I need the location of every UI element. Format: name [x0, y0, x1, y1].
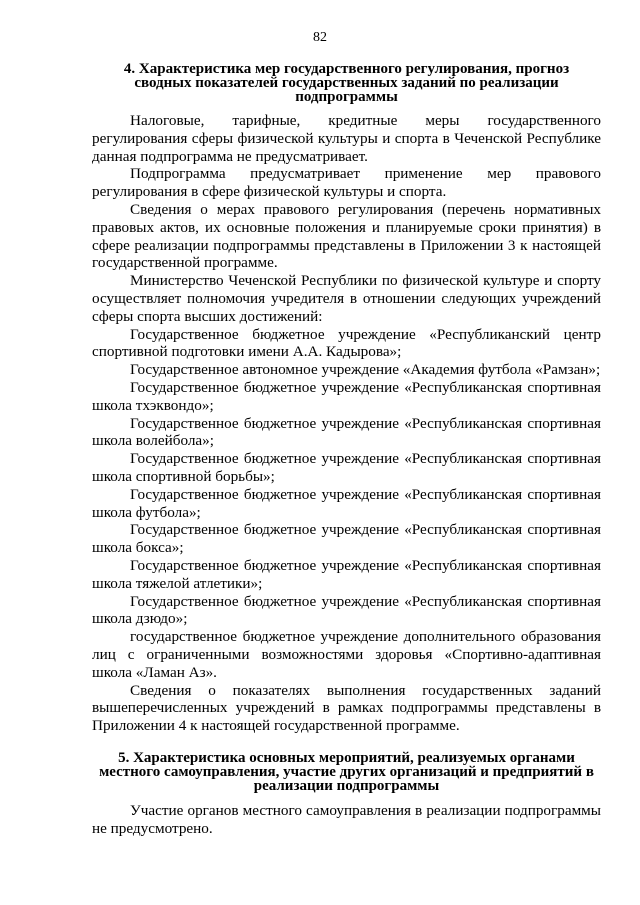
paragraph: Министерство Чеченской Республики по физической культуре и спорту осуществляет полномочия учредителя в отношении следующих учреждений сферы спорта высших достижений:	[92, 272, 601, 325]
institution-item: Государственное бюджетное учреждение «Республиканская спортивная школа волейбола»;	[92, 414, 601, 450]
section-4-heading: 4. Характеристика мер государственного регулирования, прогноз сводных показателей государственных заданий по реализации подпрограммы	[123, 61, 570, 105]
institution-item: Государственное автономное учреждение «Академия футбола «Рамзан»;	[130, 361, 601, 379]
institution-item: Государственное бюджетное учреждение «Республиканская спортивная школа бокса»;	[92, 521, 601, 557]
paragraph: Сведения о мерах правового регулирования (перечень нормативных правовых актов, их основные положения и планируемые сроки принятия) в сфере реализации подпрограммы представлены в Приложении 3 к настоящей государственной программе.	[92, 200, 601, 272]
page-number: 82	[313, 30, 327, 45]
institution-item: Государственное бюджетное учреждение «Республиканская спортивная школа спортивной борьбы»;	[92, 450, 601, 485]
paragraph: Подпрограмма предусматривает применение мер правового регулирования в сфере физической культуры и спорта.	[92, 165, 601, 201]
institution-item: Государственное бюджетное учреждение «Республиканская спортивная школа тяжелой атлетики»;	[92, 556, 601, 592]
institution-item: Государственное бюджетное учреждение «Республиканский центр спортивной подготовки имени А.А. Кадырова»;	[92, 325, 601, 361]
institution-item: Государственное бюджетное учреждение «Республиканская спортивная школа тхэквондо»;	[92, 378, 601, 414]
section-5-heading: 5. Характеристика основных мероприятий, реализуемых органами местного самоуправления, участие других организаций и предприятий в реализации подпрограммы	[99, 749, 594, 794]
institution-item: Государственное бюджетное учреждение «Республиканская спортивная школа футбола»;	[92, 485, 601, 521]
paragraph: Налоговые, тарифные, кредитные меры государственного регулирования сферы физической культуры и спорта в Чеченской Республике данная подпрограмма не предусматривает.	[92, 112, 601, 165]
institution-item: государственное бюджетное учреждение дополнительного образования лиц с ограниченными возможностями здоровья «Спортивно-адаптивная школа «Ламан Аз».	[92, 628, 601, 681]
document-body	[92, 62, 601, 837]
institution-item: Государственное бюджетное учреждение «Республиканская спортивная школа дзюдо»;	[92, 592, 601, 628]
paragraph: Сведения о показателях выполнения государственных заданий вышеперечисленных учреждений в рамках подпрограммы представлены в Приложении 4 к настоящей государственной программе.	[92, 681, 601, 735]
paragraph: Участие органов местного самоуправления в реализации подпрограммы не предусмотрено.	[92, 801, 601, 837]
